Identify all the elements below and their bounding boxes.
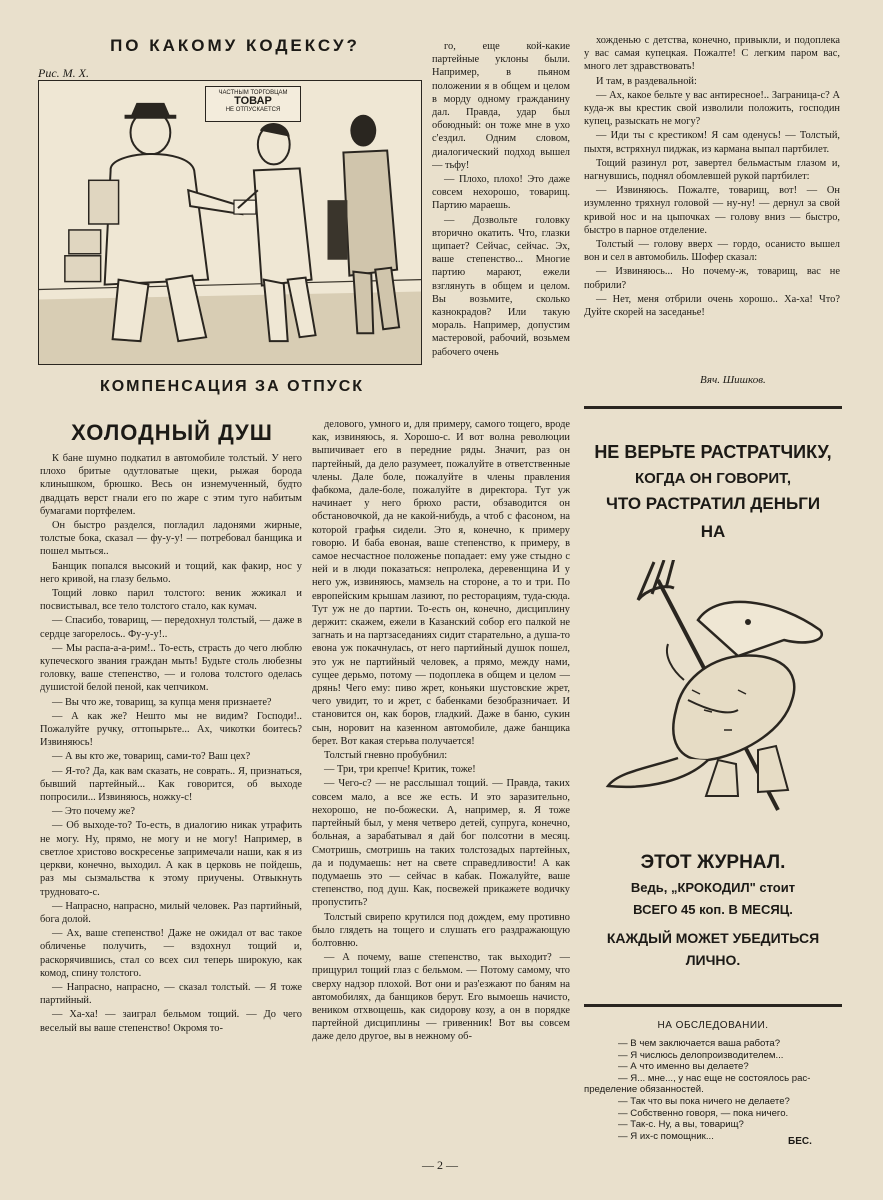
section-divider [584,406,842,409]
survey-title: НА ОБСЛЕДОВАНИИ. [657,1020,769,1031]
story-column-1 [40,452,302,1152]
paragraph: Тощий ловко парил толстого: веник жжикал и посвистывал, все тело толстого стало, как кумач. [40,588,302,613]
paragraph: делового, умного и, для примеру, самого тощего, вроде как, извиняюсь, я. Хорошо-с. И вот волна революции выпичивает его в передние ряды. Значит, раз он партейный, да дело разумеет, пожалуйте в ответственные члены. Дале боле, пожалуйте в члены правления фабкома, дале-боле, пожалуйте в директора. Тут уж начинает у него брюхо расти, обзаводится он обстановочкой, да не какой-нибудь, а чтоб с фасоном, на которой графья сидели. Это я, конечно, к примеру говорю. И баба евоная, ваше степенство, к примеру, в самое несчастное положенье попадает: ему уже стыдно с ней и в люди показаться: непролека, деревенщина И у него уж, извиняюсь, мамзель на стороне, а то и три. По европейским крышам лазиют, по ресторациям, туда-сюда. Тут уж не до партии. То-есть он, конечно, дисциплину держит: скажем, ежели в Казанский собор его палкой не загнать и на партзаседаниях сидит старательно, а душа-то евона уж покачнулась, от него партийный душок пошел, это уж не партийный человек, а прямо, между нами, сущее дерьмо, потому — подоплека в общем и целом — дрянь! Чего ему: пиво жрет, коньяки шустовские жрет, чего увидит, то и жрет, с бабенками безобразничает. И становится он, как боров, гладкий. Даже в баню, сукин сын, норовит на казенном автомобиле, даже банщика берет. Вот какая стерьва получается! [312,419,570,747]
paragraph: го, еще кой-какие партейные уклоны были. Например, в пьяном положении я в общем и целом в морду одному гражданину дал. Правда, удар был обоюдный: он тоже мне в ухо с'ездил. Одним словом, диалогический подход вышел — тьфу! [432,41,570,171]
story-column-2 [432,40,570,418]
paragraph: Толстый свирепо крутился под дождем, ему противно было глядеть на тощего и слушать его раздражающую болтовню. [312,911,570,949]
story-column-3 [312,418,570,1153]
survey-dialogue [584,1038,842,1142]
paragraph: — Ха-ха! — заиграл бельмом тощий. — До чего веселый вы ваше степенство! Окромя то- [40,1009,302,1034]
ad-line: ЛИЧНО. [685,952,741,968]
paragraph: — Напрасно, напрасно, милый человек. Раз партийный, бога долой. [40,900,302,925]
page-number: — 2 — [422,1158,458,1172]
ad-line: ВСЕГО 45 коп. В МЕСЯЦ. [633,902,793,917]
paragraph: — Мы распа-а-а-рим!.. То-есть, страсть до чего люблю купеческого звания граждан мыть! Будьте столь любезны головку, ваше степенство, — и голова толстого оделась душистой белой пеной, как чепчиком. [40,642,302,694]
paragraph: хожденью с детства, конечно, привыкли, и подоплека у вас самая купецкая. Пожалте! С легким паром вас, много лет здравствовать! [584,35,840,73]
paragraph: Он быстро разделся, погладил ладонями жирные, толстые бока, сказал — фу-у-у! — потребовал банщика и пошел мыться.. [40,520,302,558]
paragraph: — Извиняюсь. Пожалте, товарищ, вот! — Он изумленно тряхнул головой — ну-ну! — дернул за свой кривой нос и на цыпочках — голову вниз — быстро, быстро в парное отделение. [584,185,840,236]
sign-line-1: ЧАСТНЫМ ТОРГОВЦАМ [218,90,288,96]
ad-line: НА [700,522,726,541]
story-column-4 [584,34,840,386]
story-title: ХОЛОДНЫЙ ДУШ [71,420,273,445]
ad-line: ЭТОТ ЖУРНАЛ. [640,852,786,873]
dialogue-line: — Так что вы пока ничего не делаете? [618,1095,790,1107]
paragraph: — Ах, ваше степенство! Даже не ожидал от вас такое обличенье получить, — вздохнул тощий и, раскорячившись, стал со всех сил теперь широкую, как комод, спину толстого. [40,928,302,979]
story-author-signature: Вяч. Шишков. [700,374,766,386]
dialogue-line: — Я... мне..., у нас еще не состоялось рас- [618,1072,811,1084]
paragraph: — Три, три крепче! Критик, тоже! [324,764,476,776]
paragraph: — Чего-с? — не расслышал тощий. — Правда, таких совсем мало, а все же есть. И это заразительно, нехорошо, не по-божески. А, например, я. Я тоже партейный был, у меня четверо детей, супруга, конечно, больная, а зарабатывал я дай бог полсотни в месяц. Смотришь, смотришь на таких толстозадых партейных, да и подумаешь: нет на свете справедливости! А как подумаешь это — сейчас в кабак. Пожалуйте, ваше степенство, под душ. Как, посвежей прикажете водичку пропустить? [312,778,570,909]
cartoon-shop-sign [205,86,301,122]
cartoon-illustration-merchants [38,80,422,365]
ad-line: КАЖДЫЙ МОЖЕТ УБЕДИТЬСЯ [606,930,820,946]
paragraph: — Спасибо, товарищ, — передохнул толстый, — даже в сердце загорелось.. Фу-у-у!.. [40,615,302,640]
paragraph: Толстый гневно пробубнил: [324,750,448,762]
paragraph: — Напрасно, напрасно, — сказал толстый. — Я тоже партийный. [40,981,302,1007]
paragraph: — Нет, меня отбрили очень хорошо.. Ха-ха! Что? Дуйте скорей на заседанье! [584,293,840,319]
cartoon-heading: ПО КАКОМУ КОДЕКСУ? [110,36,360,55]
ad-headline: НЕ ВЕРЬТЕ РАСТРАТЧИКУ, [594,442,832,462]
paragraph: — Иди ты с крестиком! Я сам оденусь! — Толстый, пыхтя, встряхнул пиджак, из кармана выпал партбилет. [584,130,840,155]
paragraph: Банщик попался высокий и тощий, как факир, нос у него кривой, на глазу бельмо. [40,560,302,585]
paragraph: — Это почему же? [52,806,136,818]
paragraph: И там, в раздевальной: [596,75,697,87]
cartoon-caption: Рис. М. Х. [38,66,89,80]
ad-line: КОГДА ОН ГОВОРИТ, [634,470,792,487]
ad-line: ЧТО РАСТРАТИЛ ДЕНЬГИ [605,494,821,513]
dialogue-line: — А что именно вы делаете? [618,1061,749,1073]
dialogue-line: — Я числюсь делопроизводителем... [618,1049,784,1061]
cartoon-subheading: КОМПЕНСАЦИЯ ЗА ОТПУСК [99,378,365,395]
dialogue-line: пределение обязанностей. [584,1084,704,1096]
survey-signature: БЕС. [788,1136,812,1147]
crocodile-illustration [588,560,838,830]
paragraph: — А почему, ваше степенство, так выходит? — прищурил тощий глаз с бельмом. — Потому самому, что сверху надзор плохой. Вот они и раз'езжают по баням на автомобилях, да банщиков берут. Его вымоешь начисто, веником отхвощешь, как сидорову козу, а он в порядке партейной дисциплины — гривенник! Вот вы совсем даже дело другое, вы в нежному об- [312,952,570,1043]
sign-line-3: НЕ ОТПУСКАЕТСЯ [225,107,281,113]
paragraph: Толстый — голову вверх — гордо, осанисто вышел вон и сел в автомобиль. Шофер сказал: [584,239,840,264]
paragraph: — А вы кто же, товарищ, сами-то? Ваш цех? [52,751,251,763]
paragraph: — Об выходе-то? То-есть, в диалогию никак утрафить не могу. Ну, прямо, не могу и не могу! Например, в светлое христово воскресенье запримечали наши, как я из церкви, конечно, выходил. А как в церковь не пойдешь, раз мы сызмальства к этому приучены. Отвыкнуть трудновато-с. [40,820,302,898]
dialogue-line: — Так-с. Ну, а вы, товарищ? [618,1119,744,1131]
dialogue-line: — Я их-с помощник... [618,1130,714,1142]
paragraph: — Дозвольте головку вторично окатить. Что, глазки щипает? Сейчас, сейчас. Эх, ваше степенство... Многие партию марают, ежели взглянуть в общем и целом. Вы возьмите, сколько казнокрадов? Или такую мораль. Например, допустим мастеровой, рабочий, возьмем рабочего очень [432,214,570,358]
paragraph: Тощий разинул рот, завертел бельмастым глазом и, нагнувшись, поднял обомлевшей рукой партбилет: [584,157,840,183]
paragraph: — Вы что же, товарищ, за купца меня признаете? [52,696,272,708]
section-divider [584,1004,842,1007]
ad-line: Ведь, „КРОКОДИЛ" стоит [630,880,796,895]
dialogue-line: — Собственно говоря, — пока ничего. [618,1107,789,1119]
paragraph: — Плохо, плохо! Это даже совсем нехорошо, товарищ. Партию мараешь. [432,174,570,212]
dialogue-line: — В чем заключается ваша работа? [618,1038,781,1049]
paragraph: — А как же? Нешто мы не видим? Господи!.. Пожалуйте ручку, оттопырьте... Ах, чикотки боитесь? Извиняюсь! [40,710,302,749]
paragraph: — Я-то? Да, как вам сказать, не соврать.. Я, признаться, бывший партейный... Как говорится, об выходе попросили... Извиняюсь, ножку-с! [40,765,302,804]
sign-line-2: ТОВАР [234,95,272,107]
paragraph: — Извиняюсь... Но почему-ж, товарищ, вас не побрили? [584,266,840,291]
paragraph: — Ах, какое бельте у вас антиресное!.. Заграница-с? А куда-ж вы крестик свой изволили положить, господин купец, разыскать не могу? [584,89,840,128]
paragraph: К бане шумно подкатил в автомобиле толстый. У него плохо бритые одутловатые щеки, рыжая борода клинышком, брюшко. Весь он изнемученный, будто двадцать верст гнали его по жаре с этим туго набитым бумагами портфелем. [40,453,302,517]
